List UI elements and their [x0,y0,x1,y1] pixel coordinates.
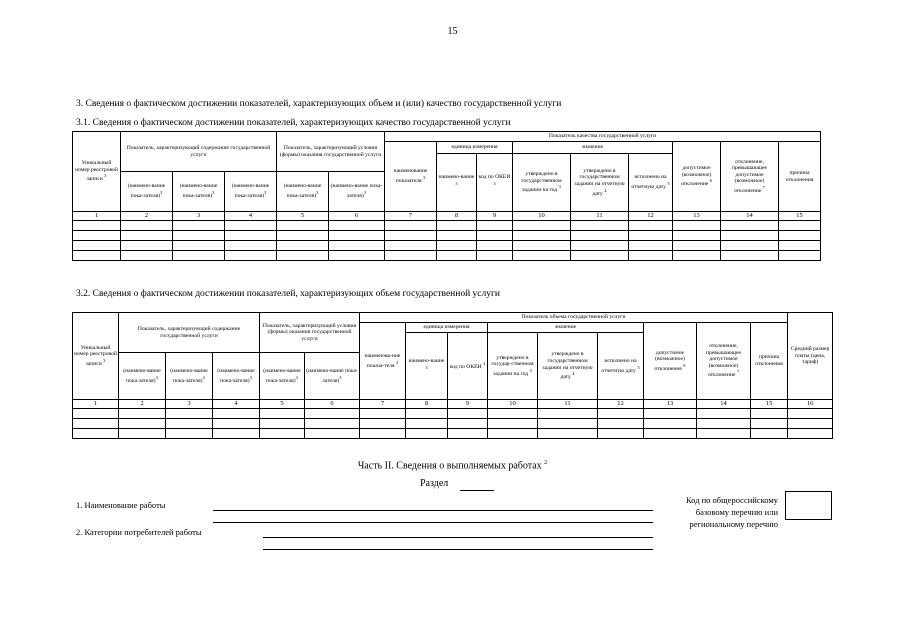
volume-table [72,312,833,439]
column-number: 8 [406,400,448,409]
avg-fee-header: Средний размер платы (цена, тариф) [788,313,833,400]
sub-name-header: (наимено-вание пока-зателя)$^3$ [277,172,329,212]
conditions-indicator-header: Показатель, характеризующий условия (формы) оказания государственной услуги [260,313,360,353]
unit-name-header: наимено-вание $^3$ [406,333,448,400]
unit-name-header: наимено-вание $^3$ [437,154,477,212]
column-number: 8 [437,212,477,221]
column-number: 1 [73,212,121,221]
column-number: 5 [277,212,329,221]
column-number: 3 [166,400,213,409]
column-number: 15 [779,212,821,221]
okei-code-header: код по ОКЕИ $^3$ [477,154,513,212]
column-number: 13 [644,400,697,409]
part-2-title: Часть II. Сведения о выполняемых работах $^2$ [357,460,548,472]
okpd-code-box[interactable] [785,491,832,520]
column-number: 2 [121,212,173,221]
volume-indicator-header: Показатель объема государственной услуги [360,313,788,323]
volume-table-title: 3.2. Сведения о фактическом достижении показателей, характеризующих объем государственной услуги [76,289,500,299]
unique-number-header: Уникальный номер реестровой записи $^3$ [73,132,121,212]
column-number: 10 [488,400,538,409]
unit-header: единица измерения [406,323,488,333]
allowed-deviation-header: допустимое (возможное) отклонение $^6$ [673,142,721,212]
column-number: 9 [448,400,488,409]
table-row [73,419,833,429]
content-indicator-header: Показатель, характеризующий содержание государственной услуги [119,313,260,353]
column-number-row [73,212,821,221]
column-number: 11 [571,212,629,221]
exceeding-deviation-header: отклонение, превышающее допустимое (возможное) отклонение $^7$ [697,323,751,400]
column-number: 7 [385,212,437,221]
table-row [73,429,833,439]
work-name-line [213,522,653,523]
column-number: 13 [673,212,721,221]
table-row [73,231,821,241]
column-number: 11 [538,400,598,409]
sub-name-header: (наимено-вание пока-зателя)$^3$ [260,353,305,400]
table-row [73,221,821,231]
razdel-blank [460,490,494,491]
work-name-label: 1. Наименование работы [76,500,166,510]
okei-code-header: код по ОКЕИ $^3$ [448,333,488,400]
conditions-indicator-header: Показатель, характеризующий условия (формы) оказания государственной услуги [277,132,385,172]
column-number: 1 [73,400,119,409]
razdel-label: Раздел [420,478,449,489]
section-3-title: 3. Сведения о фактическом достижении показателей, характеризующих объем и (или) качество государственной услуги [76,99,562,109]
allowed-deviation-header: допустимое (возможное) отклонение $^6$ [644,323,697,400]
sub-name-header: (наимено-вание пока-зателя)$^3$ [213,353,260,400]
okpd-label: Код по общероссийскому базовому перечню или региональному перечню [685,495,778,529]
column-number: 14 [721,212,779,221]
consumers-line [263,549,653,550]
deviation-reason-header: причина отклонения [779,142,821,212]
column-number: 15 [751,400,788,409]
column-number: 4 [225,212,277,221]
exceeding-deviation-header: отклонение, превышающее допустимое (возможное) отклонение $^7$ [721,142,779,212]
column-number: 9 [477,212,513,221]
column-number: 3 [173,212,225,221]
consumers-label: 2. Категории потребителей работы [76,527,202,537]
approved-date-header: утверждено в государственном задании на отчетную дату $^4$ [571,154,629,212]
work-name-line [213,510,653,511]
column-number-row [73,400,833,409]
table-row [73,241,821,251]
sub-name-header: (наимено-вание пока-зателя)$^3$ [305,353,360,400]
column-number: 6 [305,400,360,409]
column-number: 14 [697,400,751,409]
value-header: значение [513,142,673,154]
sub-name-header: (наимено-вание пока-зателя)$^3$ [173,172,225,212]
sub-name-header: (наимено-вание пока-зателя)$^3$ [329,172,385,212]
deviation-reason-header: причина отклонения [751,323,788,400]
column-number: 5 [260,400,305,409]
sub-name-header: (наимено-вание пока-зателя)$^3$ [225,172,277,212]
column-number: 2 [119,400,166,409]
sub-name-header: (наимено-вание пока-зателя)$^3$ [121,172,173,212]
executed-header: исполнено на отчетную дату $^5$ [629,154,673,212]
indicator-name-header: наименова-ние показа-теля $^3$ [360,323,406,400]
value-header: значение [488,323,644,333]
consumers-line [263,537,653,538]
approved-date-header: утверждено в государственном задании на отчетную дату $^4$ [538,333,598,400]
column-number: 4 [213,400,260,409]
approved-year-header: утверждено в государственном задании на год $^3$ [513,154,571,212]
table-row [73,251,821,261]
quality-table [72,131,821,261]
approved-year-header: утверждено в государ-ственном задании на год $^3$ [488,333,538,400]
unit-header: единица измерения [437,142,513,154]
column-number: 7 [360,400,406,409]
column-number: 12 [598,400,644,409]
page-number: 15 [447,26,458,37]
column-number: 10 [513,212,571,221]
quality-table-title: 3.1. Сведения о фактическом достижении показателей, характеризующих качество государственной услуги [76,118,511,128]
table-row [73,409,833,419]
unique-number-header: Уникальный номер реестровой записи $^3$ [73,313,119,400]
executed-header: исполнено на отчетную дату $^5$ [598,333,644,400]
column-number: 6 [329,212,385,221]
indicator-name-header: наименование показателя $^3$ [385,142,437,212]
column-number: 16 [788,400,833,409]
quality-indicator-header: Показатель качества государственной услуги [385,132,821,142]
sub-name-header: (наимено-вание пока-зателя)$^3$ [119,353,166,400]
content-indicator-header: Показатель, характеризующий содержание государственной услуги [121,132,277,172]
sub-name-header: (наимено-вание пока-зателя)$^3$ [166,353,213,400]
column-number: 12 [629,212,673,221]
